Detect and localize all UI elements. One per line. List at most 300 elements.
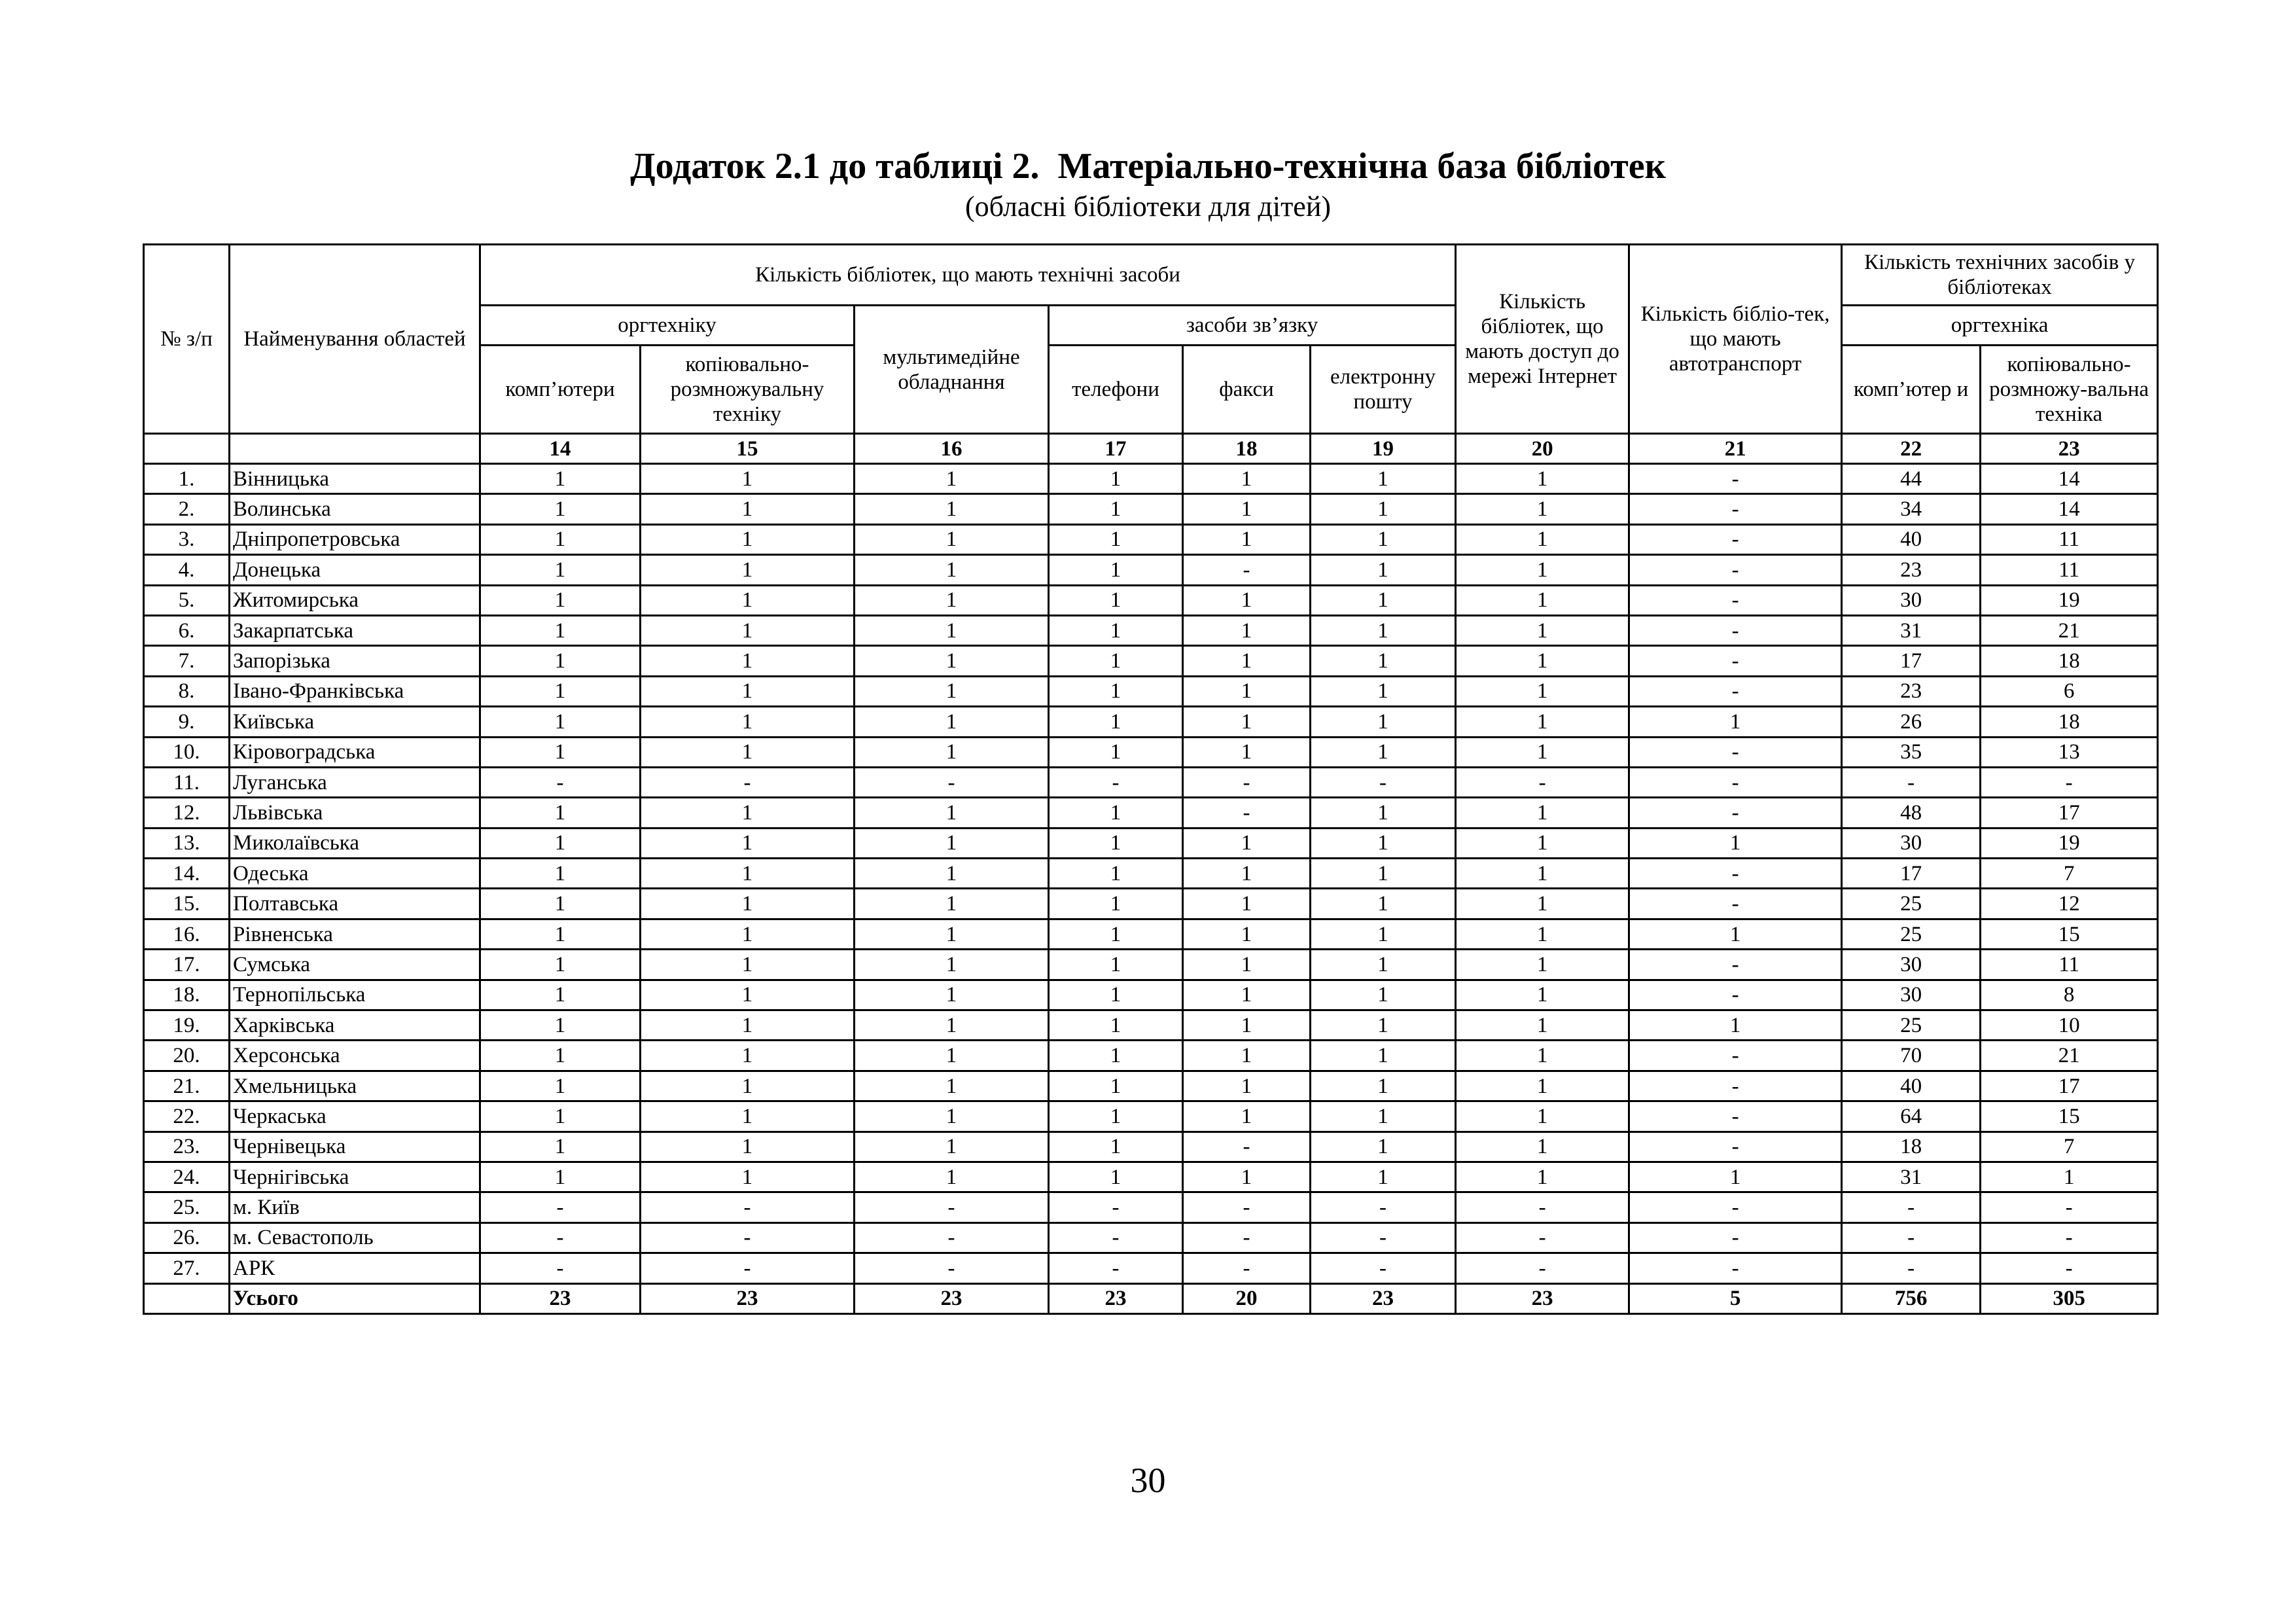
value-cell: 1 [1311, 1071, 1456, 1101]
value-cell: 7 [1981, 1132, 2158, 1162]
value-cell: 18 [1842, 1132, 1981, 1162]
header-row-1 [144, 245, 2158, 306]
table-row [144, 1041, 2158, 1071]
value-cell: 1 [1456, 1071, 1629, 1101]
region-name: Луганська [230, 767, 480, 797]
value-cell: 1 [1456, 737, 1629, 767]
value-cell: - [641, 1253, 855, 1283]
value-cell: 1 [641, 464, 855, 494]
value-cell: 1 [855, 524, 1049, 554]
value-cell: 7 [1981, 859, 2158, 889]
row-number: 27. [144, 1253, 230, 1283]
region-name: Чернівецька [230, 1132, 480, 1162]
value-cell: - [1183, 1192, 1311, 1222]
value-cell: 30 [1842, 585, 1981, 615]
value-cell: - [1629, 980, 1842, 1010]
value-cell: 1 [1456, 1041, 1629, 1071]
row-number [144, 1283, 230, 1313]
row-number: 16. [144, 919, 230, 949]
value-cell: 1 [1049, 1041, 1183, 1071]
value-cell: 1 [855, 1010, 1049, 1041]
value-cell: 26 [1842, 707, 1981, 737]
value-cell: 1 [1183, 494, 1311, 524]
value-cell: 1 [1311, 646, 1456, 676]
value-cell: 1 [1183, 859, 1311, 889]
table-row [144, 555, 2158, 585]
value-cell: - [1456, 1222, 1629, 1253]
table-row [144, 828, 2158, 858]
column-number-row [144, 434, 2158, 464]
value-cell: 1 [855, 585, 1049, 615]
value-cell: 1 [641, 1010, 855, 1041]
region-name: Житомирська [230, 585, 480, 615]
value-cell: - [1981, 1253, 2158, 1283]
value-cell: - [1629, 859, 1842, 889]
value-cell: 1 [1311, 828, 1456, 858]
value-cell: 1 [1311, 1041, 1456, 1071]
value-cell: 15 [1981, 919, 2158, 949]
page-subtitle: (обласні бібліотеки для дітей) [964, 190, 1332, 223]
library-equipment-table [143, 243, 2159, 1315]
row-number: 22. [144, 1101, 230, 1132]
value-cell: 1 [855, 494, 1049, 524]
column-number: 20 [1456, 434, 1629, 464]
value-cell: 11 [1981, 950, 2158, 980]
value-cell: - [1629, 1132, 1842, 1162]
value-cell: 1 [855, 676, 1049, 706]
value-cell: 23 [1456, 1283, 1629, 1313]
value-cell: - [1629, 889, 1842, 919]
column-number: 21 [1629, 434, 1842, 464]
value-cell: 1 [1456, 980, 1629, 1010]
value-cell: 17 [1842, 646, 1981, 676]
value-cell: - [480, 1192, 641, 1222]
value-cell: - [1842, 1192, 1981, 1222]
value-cell: 15 [1981, 1101, 2158, 1132]
value-cell: 18 [1981, 646, 2158, 676]
value-cell: 1 [1629, 828, 1842, 858]
row-number: 14. [144, 859, 230, 889]
value-cell: 1 [480, 524, 641, 554]
header-orgtech: оргтехніку [480, 306, 855, 346]
value-cell: 1 [1049, 585, 1183, 615]
region-name: Волинська [230, 494, 480, 524]
value-cell: 1 [641, 798, 855, 828]
value-cell: 1 [855, 859, 1049, 889]
value-cell: 44 [1842, 464, 1981, 494]
value-cell: 1 [641, 828, 855, 858]
value-cell: 1 [855, 646, 1049, 676]
value-cell: 1 [480, 707, 641, 737]
table-row [144, 980, 2158, 1010]
row-number: 20. [144, 1041, 230, 1071]
value-cell: 1 [1049, 737, 1183, 767]
table-row [144, 889, 2158, 919]
value-cell: 1 [641, 950, 855, 980]
table-row [144, 1071, 2158, 1101]
table-row [144, 767, 2158, 797]
value-cell: 1 [1311, 524, 1456, 554]
region-name: Закарпатська [230, 615, 480, 645]
row-number: 12. [144, 798, 230, 828]
value-cell: - [855, 1192, 1049, 1222]
region-name: Одеська [230, 859, 480, 889]
value-cell: 1 [1629, 919, 1842, 949]
value-cell: 1 [1049, 676, 1183, 706]
value-cell: 1 [1049, 615, 1183, 645]
value-cell: 1 [855, 950, 1049, 980]
value-cell: 40 [1842, 524, 1981, 554]
row-number: 24. [144, 1162, 230, 1192]
value-cell: - [1049, 1192, 1183, 1222]
region-name: Запорізька [230, 646, 480, 676]
value-cell: - [641, 767, 855, 797]
value-cell: 1 [641, 1071, 855, 1101]
value-cell: 25 [1842, 889, 1981, 919]
value-cell: 1 [1456, 798, 1629, 828]
region-name: Дніпропетровська [230, 524, 480, 554]
region-name: Львівська [230, 798, 480, 828]
row-number: 10. [144, 737, 230, 767]
value-cell: 1 [641, 1132, 855, 1162]
value-cell: - [1183, 555, 1311, 585]
value-cell: 1 [480, 1162, 641, 1192]
column-number: 23 [1981, 434, 2158, 464]
value-cell: 34 [1842, 494, 1981, 524]
value-cell: 1 [480, 555, 641, 585]
value-cell: 8 [1981, 980, 2158, 1010]
value-cell: 1 [1049, 1071, 1183, 1101]
value-cell: 1 [480, 737, 641, 767]
value-cell: 1 [1456, 919, 1629, 949]
value-cell: 1 [855, 1071, 1049, 1101]
header-comms: засоби зв’язку [1049, 306, 1456, 346]
value-cell: 1 [641, 737, 855, 767]
row-number: 26. [144, 1222, 230, 1253]
value-cell: - [1049, 1222, 1183, 1253]
value-cell: 14 [1981, 464, 2158, 494]
value-cell: 11 [1981, 524, 2158, 554]
value-cell: 48 [1842, 798, 1981, 828]
value-cell: 1 [1629, 1010, 1842, 1041]
header-email: електронну пошту [1311, 346, 1456, 434]
value-cell: 1 [480, 859, 641, 889]
value-cell: 31 [1842, 1162, 1981, 1192]
column-number: 16 [855, 434, 1049, 464]
row-number: 21. [144, 1071, 230, 1101]
table-row [144, 950, 2158, 980]
value-cell: 1 [641, 585, 855, 615]
header-orgtech2: оргтехніка [1842, 306, 2158, 346]
table-row [144, 1192, 2158, 1222]
column-number-blank [230, 434, 480, 464]
value-cell: 1 [1456, 585, 1629, 615]
value-cell: 1 [1311, 707, 1456, 737]
value-cell: 1 [1183, 676, 1311, 706]
value-cell: - [1981, 1192, 2158, 1222]
value-cell: - [1456, 1192, 1629, 1222]
row-number: 6. [144, 615, 230, 645]
table-row [144, 676, 2158, 706]
value-cell: 12 [1981, 889, 2158, 919]
value-cell: - [1629, 1101, 1842, 1132]
value-cell: 1 [855, 1132, 1049, 1162]
value-cell: - [855, 1222, 1049, 1253]
value-cell: 1 [855, 980, 1049, 1010]
value-cell: - [1629, 494, 1842, 524]
table-row [144, 1010, 2158, 1041]
value-cell: 1 [1311, 1101, 1456, 1132]
value-cell: 1 [1629, 707, 1842, 737]
value-cell: 1 [1456, 494, 1629, 524]
value-cell: 1 [1311, 919, 1456, 949]
value-cell: 1 [480, 1132, 641, 1162]
value-cell: 1 [480, 1071, 641, 1101]
region-name: Харківська [230, 1010, 480, 1041]
value-cell: - [1629, 1041, 1842, 1071]
value-cell: 1 [1049, 1101, 1183, 1132]
value-cell: 25 [1842, 1010, 1981, 1041]
value-cell: 1 [1183, 1041, 1311, 1071]
value-cell: 1 [1183, 524, 1311, 554]
value-cell: 1 [1183, 980, 1311, 1010]
region-name: АРК [230, 1253, 480, 1283]
row-number: 11. [144, 767, 230, 797]
value-cell: 1 [480, 464, 641, 494]
value-cell: 1 [480, 1010, 641, 1041]
value-cell: 1 [1311, 859, 1456, 889]
value-cell: - [1183, 1253, 1311, 1283]
value-cell: 11 [1981, 555, 2158, 585]
column-number: 19 [1311, 434, 1456, 464]
value-cell: - [1183, 1222, 1311, 1253]
value-cell: 1 [1049, 646, 1183, 676]
value-cell: - [1456, 767, 1629, 797]
table-row [144, 646, 2158, 676]
value-cell: 1 [480, 798, 641, 828]
value-cell: 1 [1049, 464, 1183, 494]
region-name: Івано-Франківська [230, 676, 480, 706]
value-cell: 40 [1842, 1071, 1981, 1101]
value-cell: 1 [641, 980, 855, 1010]
value-cell: 1 [641, 859, 855, 889]
value-cell: 1 [1311, 615, 1456, 645]
value-cell: 23 [1311, 1283, 1456, 1313]
value-cell: 30 [1842, 828, 1981, 858]
region-name: м. Київ [230, 1192, 480, 1222]
value-cell: 1 [1049, 980, 1183, 1010]
value-cell: 23 [1842, 555, 1981, 585]
value-cell: 70 [1842, 1041, 1981, 1071]
row-number: 1. [144, 464, 230, 494]
value-cell: 1 [855, 464, 1049, 494]
value-cell: 1 [1049, 1162, 1183, 1192]
value-cell: 1 [1456, 1101, 1629, 1132]
value-cell: - [480, 1253, 641, 1283]
value-cell: 1 [641, 1162, 855, 1192]
row-number: 2. [144, 494, 230, 524]
table-row [144, 1101, 2158, 1132]
value-cell: 1 [1183, 707, 1311, 737]
value-cell: 1 [1049, 919, 1183, 949]
value-cell: 23 [641, 1283, 855, 1313]
value-cell: 1 [855, 798, 1049, 828]
column-number: 15 [641, 434, 855, 464]
value-cell: - [1183, 767, 1311, 797]
value-cell: - [1629, 524, 1842, 554]
table-row [144, 524, 2158, 554]
value-cell: 1 [1049, 889, 1183, 919]
value-cell: 1 [1311, 555, 1456, 585]
table-row [144, 919, 2158, 949]
value-cell: 1 [1183, 737, 1311, 767]
row-number: 18. [144, 980, 230, 1010]
header-transport: Кількість бібліо-тек, що мають автотранспорт [1629, 245, 1842, 434]
region-name: Хмельницька [230, 1071, 480, 1101]
value-cell: 5 [1629, 1283, 1842, 1313]
value-cell: - [1629, 615, 1842, 645]
region-name: Полтавська [230, 889, 480, 919]
value-cell: - [1981, 1222, 2158, 1253]
value-cell: 1 [855, 1101, 1049, 1132]
value-cell: 1 [480, 889, 641, 919]
table-row [144, 464, 2158, 494]
total-row [144, 1283, 2158, 1313]
row-number: 4. [144, 555, 230, 585]
header-faxes: факси [1183, 346, 1311, 434]
value-cell: - [1629, 767, 1842, 797]
table-row [144, 585, 2158, 615]
value-cell: 1 [641, 707, 855, 737]
value-cell: 1 [1456, 524, 1629, 554]
value-cell: - [1629, 1222, 1842, 1253]
row-number: 19. [144, 1010, 230, 1041]
header-no: № з/п [144, 245, 230, 434]
value-cell: 1 [1311, 950, 1456, 980]
value-cell: 1 [641, 494, 855, 524]
value-cell: 1 [1183, 615, 1311, 645]
value-cell: 1 [641, 676, 855, 706]
row-number: 17. [144, 950, 230, 980]
value-cell: 23 [480, 1283, 641, 1313]
value-cell: 1 [1049, 1010, 1183, 1041]
column-number-blank [144, 434, 230, 464]
value-cell: - [1311, 767, 1456, 797]
value-cell: 1 [1456, 859, 1629, 889]
value-cell: 1 [1049, 707, 1183, 737]
value-cell: 1 [1456, 1132, 1629, 1162]
value-cell: 1 [641, 889, 855, 919]
value-cell: - [1311, 1253, 1456, 1283]
value-cell: 1 [480, 919, 641, 949]
value-cell: - [641, 1192, 855, 1222]
value-cell: 1 [1456, 615, 1629, 645]
value-cell: 1 [1049, 798, 1183, 828]
value-cell: - [1981, 767, 2158, 797]
value-cell: 64 [1842, 1101, 1981, 1132]
region-name: Донецька [230, 555, 480, 585]
table-row [144, 859, 2158, 889]
value-cell: - [1842, 1253, 1981, 1283]
value-cell: - [1629, 798, 1842, 828]
value-cell: 1 [1049, 950, 1183, 980]
value-cell: 1 [1311, 1162, 1456, 1192]
value-cell: 1 [1456, 1162, 1629, 1192]
value-cell: - [1629, 950, 1842, 980]
table-row [144, 707, 2158, 737]
value-cell: 1 [855, 555, 1049, 585]
value-cell: 756 [1842, 1283, 1981, 1313]
value-cell: 1 [1311, 676, 1456, 706]
value-cell: 23 [1842, 676, 1981, 706]
row-number: 15. [144, 889, 230, 919]
value-cell: 1 [1456, 676, 1629, 706]
value-cell: - [1629, 1253, 1842, 1283]
header-group-count: Кількість технічних засобів у бібліотеках [1842, 245, 2158, 306]
value-cell: 1 [1456, 707, 1629, 737]
value-cell: 1 [1183, 646, 1311, 676]
value-cell: 1 [1456, 646, 1629, 676]
table-body [144, 464, 2158, 1314]
row-number: 7. [144, 646, 230, 676]
header-name: Найменування областей [230, 245, 480, 434]
value-cell: 1 [1456, 889, 1629, 919]
value-cell: 1 [641, 1101, 855, 1132]
value-cell: - [855, 767, 1049, 797]
region-name: Рівненська [230, 919, 480, 949]
value-cell: - [1049, 767, 1183, 797]
value-cell: 17 [1981, 1071, 2158, 1101]
value-cell: 23 [1049, 1283, 1183, 1313]
value-cell: 1 [1311, 889, 1456, 919]
value-cell: 30 [1842, 980, 1981, 1010]
table-row [144, 737, 2158, 767]
column-number: 14 [480, 434, 641, 464]
value-cell: - [1183, 798, 1311, 828]
value-cell: - [1311, 1222, 1456, 1253]
value-cell: 19 [1981, 585, 2158, 615]
value-cell: 305 [1981, 1283, 2158, 1313]
value-cell: 1 [480, 1041, 641, 1071]
value-cell: 6 [1981, 676, 2158, 706]
value-cell: 1 [1311, 980, 1456, 1010]
value-cell: 1 [641, 524, 855, 554]
value-cell: 13 [1981, 737, 2158, 767]
value-cell: 10 [1981, 1010, 2158, 1041]
value-cell: 1 [1456, 555, 1629, 585]
value-cell: 18 [1981, 707, 2158, 737]
table-row [144, 798, 2158, 828]
page-number: 30 [1130, 1461, 1166, 1500]
value-cell: 1 [855, 615, 1049, 645]
value-cell: 17 [1842, 859, 1981, 889]
value-cell: 1 [480, 828, 641, 858]
region-name: Херсонська [230, 1041, 480, 1071]
table-row [144, 615, 2158, 645]
value-cell: 1 [1456, 828, 1629, 858]
value-cell: - [1842, 767, 1981, 797]
value-cell: 1 [480, 1101, 641, 1132]
value-cell: 1 [480, 494, 641, 524]
value-cell: 1 [855, 889, 1049, 919]
value-cell: 1 [641, 615, 855, 645]
table-row [144, 1253, 2158, 1283]
table-row [144, 1132, 2158, 1162]
value-cell: 1 [1049, 524, 1183, 554]
value-cell: - [1629, 737, 1842, 767]
value-cell: 1 [855, 707, 1049, 737]
header-multimedia: мультимедійне обладнання [855, 306, 1049, 434]
